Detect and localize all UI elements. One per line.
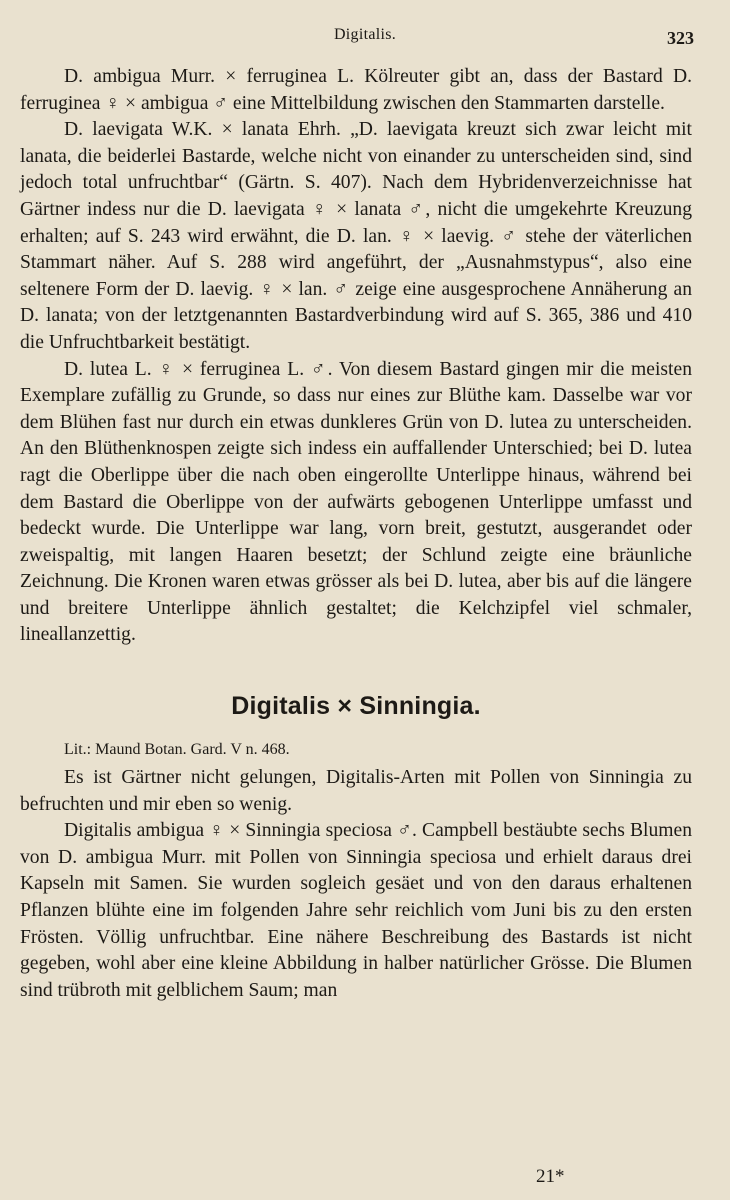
running-title: Digitalis. [333,26,397,43]
literature-reference: Lit.: Maund Botan. Gard. V n. 468. [64,741,290,759]
paragraph-ambigua-ferruginea: D. ambigua Murr. × ferruginea L. Kölreuter gibt an, dass der Bastard D. ferruginea ♀ × ambigua ♂ eine Mittelbildung zwischen den Stammarten darstelle. [20,66,692,114]
page-body [20,64,692,1004]
section-heading: Digitalis × Sinningia. [231,692,481,721]
paragraph-ambigua-sinningia: Digitalis ambigua ♀ × Sinningia speciosa ♂. Campbell bestäubte sechs Blumen von D. ambigua Murr. mit Pollen von Sinningia speciosa und erhielt daraus drei Kapseln mit Samen. Sie wurden sogleich gesäet und von den daraus erhaltenen Pflanzen blühte eine im folgenden Jahre sehr reichlich vom Juni bis zu den ersten Frösten. Völlig unfruchtbar. Eine nähere Beschreibung des Bastards ist nicht gegeben, wohl aber eine kleine Abbildung in halber natürlicher Grösse. Die Blumen sind trübroth mit gelblichem Saum; man [20,820,692,1001]
paragraph-gaertner: Es ist Gärtner nicht gelungen, Digitalis-Arten mit Pollen von Sinningia zu befruchten und mir eben so wenig. [20,767,692,815]
paragraph-laevigata-lanata: D. laevigata W.K. × lanata Ehrh. „D. laevigata kreuzt sich zwar leicht mit lanata, die beiderlei Bastarde, welche nicht von einander zu unterscheiden sind, sind jedoch total unfruchtbar“ (Gärtn. S. 407). Nach dem Hybridenverzeichnisse hat Gärtner indess nur die D. laevigata ♀ × lanata ♂, nicht die umgekehrte Kreuzung erhalten; auf S. 243 wird erwähnt, die D. lan. ♀ × laevig. ♂ stehe der väterlichen Stammart näher. Auf S. 288 wird angeführt, der „Ausnahmstypus“, also eine seltenere Form der D. laevig. ♀ × lan. ♂ zeige eine ausgesprochene Annäherung an D. lanata; von der letztgenannten Bastardverbindung wird auf S. 365, 386 und 410 die Unfruchtbarkeit bestätigt. [20,119,692,353]
page-header [0,26,730,52]
page-number: 323 [667,28,694,48]
signature-mark: 21* [536,1166,565,1187]
paragraph-lutea-ferruginea: D. lutea L. ♀ × ferruginea L. ♂. Von diesem Bastard gingen mir die meisten Exemplare zufällig zu Grunde, so dass nur eines zur Blüthe kam. Dasselbe war vor dem Blühen fast nur durch ein etwas dunkleres Grün von D. lutea zu unterscheiden. An den Blüthenknospen zeigte sich indess ein auffallender Unterschied; bei D. lutea ragt die Oberlippe über die nach oben eingerollte Unterlippe hinaus, während bei dem Bastard die Oberlippe von der aufwärts gebogenen Unterlippe umfasst und bedeckt wurde. Die Unterlippe war lang, vorn breit, gestutzt, ausgerandet oder zweispaltig, mit langen Haaren besetzt; der Schlund zeigte eine bräunliche Zeichnung. Die Kronen waren etwas grösser als bei D. lutea, aber bis auf die längere und breitere Unterlippe ähnlich gestaltet; die Kelchzipfel viel schmaler, lineallanzettig. [20,358,692,646]
